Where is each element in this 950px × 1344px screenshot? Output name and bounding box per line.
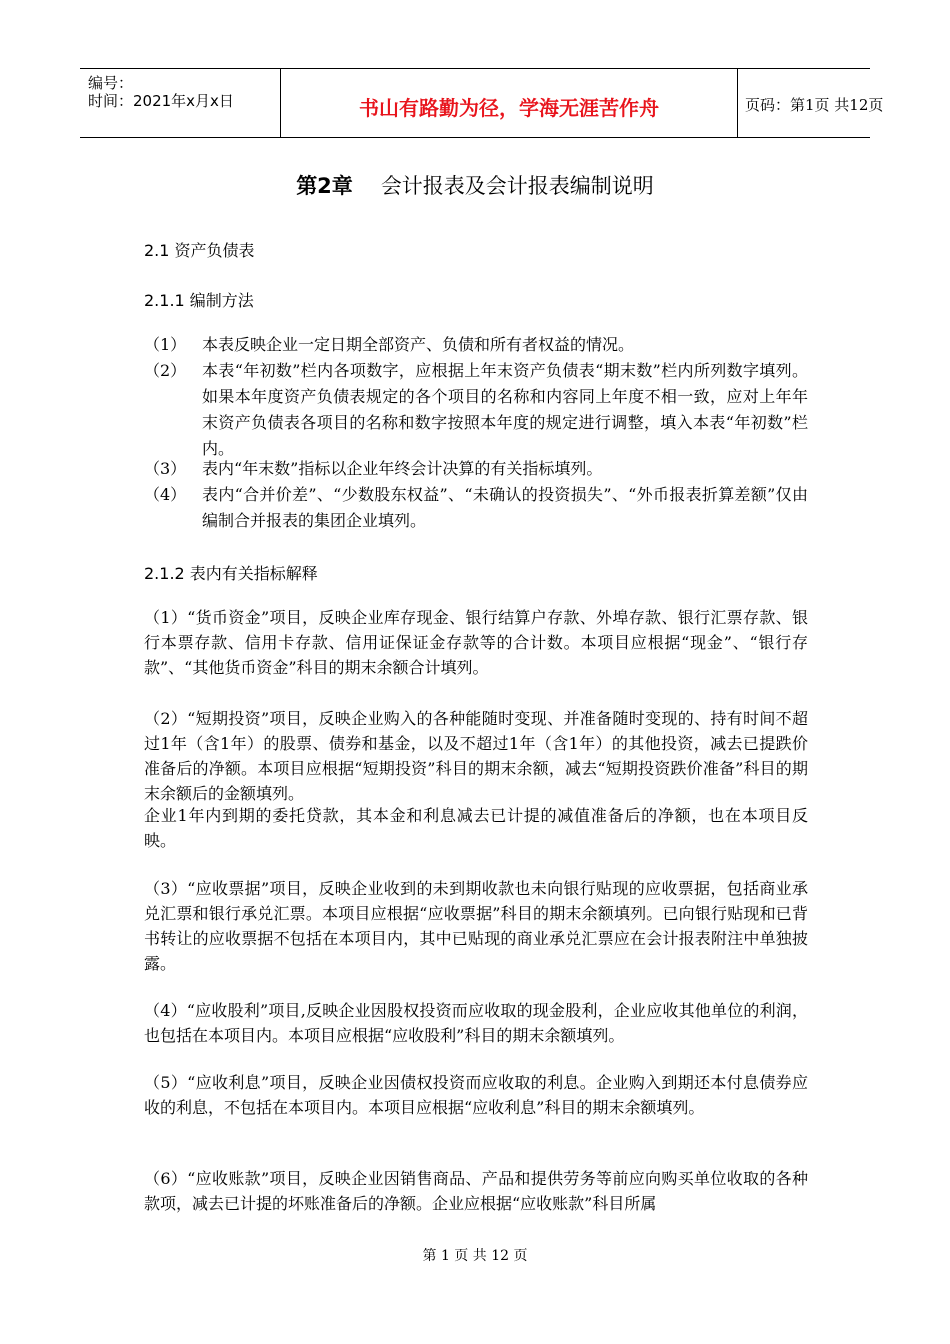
method-item-number: （2）	[144, 361, 187, 380]
paragraph: （4）“应收股利”项目,反映企业因股权投资而应收取的现金股利，企业应收其他单位的利润，也包括在本项目内。本项目应根据“应收股利”科目的期末余额填列。	[144, 1001, 808, 1045]
document-number-label: 编号：	[88, 74, 134, 92]
section-heading-2-1-2: 2.1.2 表内有关指标解释	[144, 564, 318, 583]
paragraph: （6）“应收账款”项目，反映企业因销售商品、产品和提供劳务等前应向购买单位收取的各种款项，减去已计提的坏账准备后的净额。企业应根据“应收账款”科目所属	[144, 1169, 808, 1213]
header-table	[80, 68, 884, 138]
paragraph: 企业1年内到期的委托贷款，其本金和利息减去已计提的减值准备后的净额，也在本项目反映。	[144, 806, 808, 850]
method-item	[144, 482, 808, 534]
section-heading-2-1: 2.1 资产负债表	[144, 241, 255, 260]
method-item	[144, 358, 808, 462]
method-item-number: （1）	[144, 335, 187, 354]
paragraph: （1）“货币资金”项目，反映企业库存现金、银行结算户存款、外埠存款、银行汇票存款、银行本票存款、信用卡存款、信用证保证金存款等的合计数。本项目应根据“现金”、“银行存款”、“其他货币资金”科目的期末余额合计填列。	[144, 608, 808, 677]
method-item-text: 本表反映企业一定日期全部资产、负债和所有者权益的情况。	[202, 335, 635, 354]
header-right-cell	[737, 69, 884, 137]
header-middle-cell	[280, 69, 738, 137]
header-left-cell	[80, 69, 280, 137]
paragraph: （3）“应收票据”项目，反映企业收到的未到期收款也未向银行贴现的应收票据，包括商业承兑汇票和银行承兑汇票。本项目应根据“应收票据”科目的期末余额填列。已向银行贴现和已背书转让的应收票据不包括在本项目内，其中已贴现的商业承兑汇票应在会计报表附注中单独披露。	[144, 879, 808, 973]
header-motto: 书山有路勤为径，学海无涯苦作舟	[359, 96, 659, 120]
header-page-info: 页码：第1页 共12页	[745, 96, 884, 114]
method-item	[144, 332, 808, 358]
section-heading-2-1-1: 2.1.1 编制方法	[144, 291, 254, 310]
paragraph: （2）“短期投资”项目，反映企业购入的各种能随时变现、并准备随时变现的、持有时间不超过1年（含1年）的股票、债券和基金，以及不超过1年（含1年）的其他投资，减去已提跌价准备后的净额。本项目应根据“短期投资”科目的期末余额，减去“短期投资跌价准备”科目的期末余额后的金额填列。	[144, 709, 808, 803]
paragraph: （5）“应收利息”项目，反映企业因债权投资而应收取的利息。企业购入到期还本付息债券应收的利息，不包括在本项目内。本项目应根据“应收利息”科目的期末余额填列。	[144, 1073, 808, 1117]
chapter-title	[0, 170, 950, 200]
method-item-text: 本表“年初数”栏内各项数字，应根据上年末资产负债表“期末数”栏内所列数字填列。如果本年度资产负债表规定的各个项目的名称和内容同上年度不相一致，应对上年年末资产负债表各项目的名称和数字按照本年度的规定进行调整，填入本表“年初数”栏内。	[202, 361, 808, 458]
document-time-label: 时间：2021年x月x日	[88, 92, 234, 110]
chapter-title-text: 会计报表及会计报表编制说明	[380, 174, 654, 198]
method-item-number: （4）	[144, 485, 187, 504]
method-item-text: 表内“合并价差”、“少数股东权益”、“未确认的投资损失”、“外币报表折算差额”仅由编制合并报表的集团企业填列。	[202, 485, 808, 530]
chapter-number: 第2章	[296, 174, 353, 198]
method-item-number: （3）	[144, 459, 187, 478]
method-item-text: 表内“年末数”指标以企业年终会计决算的有关指标填列。	[202, 459, 603, 478]
page-footer: 第 1 页 共 12 页	[422, 1248, 528, 1264]
method-item	[144, 456, 808, 482]
